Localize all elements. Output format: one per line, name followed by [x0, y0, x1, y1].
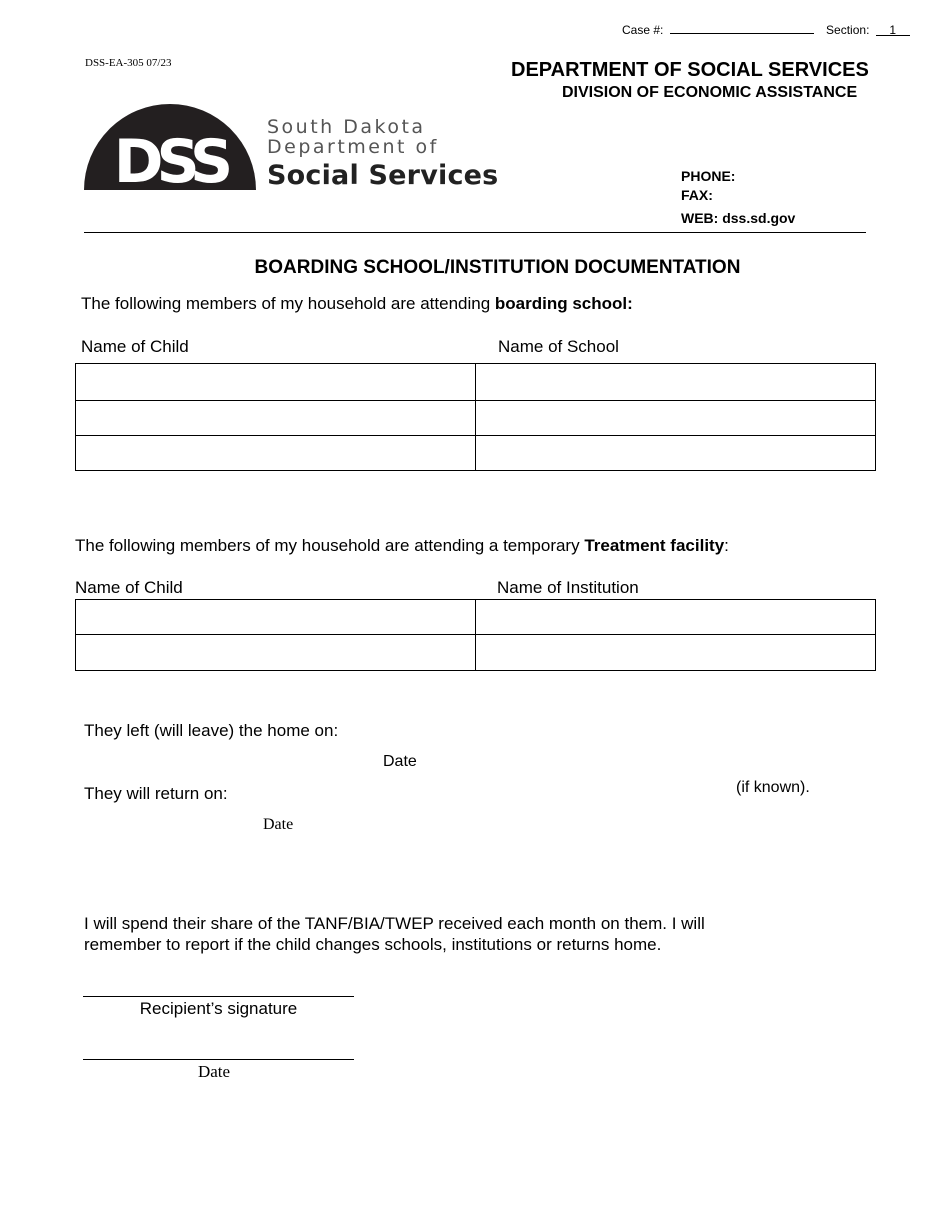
treatment-institution-cell[interactable]: [476, 600, 876, 635]
boarding-child-cell[interactable]: [76, 401, 476, 436]
return-label: They will return on:: [84, 784, 228, 803]
section-label: Section:: [826, 23, 870, 37]
phone-label: PHONE:: [681, 168, 736, 184]
boarding-intro-bold: boarding school:: [494, 294, 633, 313]
header-divider: [84, 232, 866, 233]
if-known-note: (if known).: [736, 779, 810, 796]
case-number-field[interactable]: [670, 21, 814, 34]
boarding-intro: [81, 294, 633, 314]
treatment-child-cell[interactable]: [76, 635, 476, 671]
logo-line-1: South Dakota: [267, 116, 426, 138]
section-value: 1: [889, 23, 897, 37]
case-section-line: [622, 21, 910, 37]
boarding-child-cell[interactable]: [76, 436, 476, 471]
treatment-child-cell[interactable]: [76, 600, 476, 635]
treatment-intro-bold: Treatment facility: [584, 536, 725, 555]
signature-date-line[interactable]: [83, 1059, 354, 1060]
section-field[interactable]: [876, 23, 910, 36]
return-date-caption: Date: [263, 816, 294, 833]
boarding-col-child: Name of Child: [81, 337, 189, 356]
page-title: BOARDING SCHOOL/INSTITUTION DOCUMENTATION: [254, 257, 741, 278]
treatment-col-institution: Name of Institution: [497, 578, 639, 597]
table-row: [76, 635, 876, 671]
statement: [84, 913, 705, 955]
table-row: [76, 600, 876, 635]
division-title: DIVISION OF ECONOMIC ASSISTANCE: [562, 84, 858, 101]
form-number: DSS-EA-305 07/23: [85, 57, 172, 69]
web-label: WEB: dss.sd.gov: [681, 210, 796, 226]
table-row: [76, 364, 876, 401]
boarding-table: [75, 363, 876, 471]
signature-date-caption: Date: [197, 1062, 231, 1081]
statement-line-2: remember to report if the child changes schools, institutions or returns home.: [84, 935, 662, 954]
treatment-intro-suffix: :: [724, 536, 729, 555]
statement-line-1: I will spend their share of the TANF/BIA/TWEP received each month on them. I will: [84, 914, 705, 933]
treatment-intro: [75, 536, 729, 556]
recipient-signature-line[interactable]: [83, 996, 354, 997]
table-row: [76, 436, 876, 471]
boarding-col-school: Name of School: [498, 337, 619, 356]
boarding-school-cell[interactable]: [476, 401, 876, 436]
boarding-school-cell[interactable]: [476, 436, 876, 471]
table-row: [76, 401, 876, 436]
left-date-caption: Date: [383, 753, 417, 770]
logo-initials: DSS: [113, 127, 227, 194]
treatment-col-child: Name of Child: [75, 578, 183, 597]
boarding-school-cell[interactable]: [476, 364, 876, 401]
treatment-intro-text: The following members of my household are attending a temporary: [75, 536, 585, 555]
recipient-signature-caption: Recipient’s signature: [139, 999, 298, 1018]
treatment-table: [75, 599, 876, 671]
boarding-child-cell[interactable]: [76, 364, 476, 401]
left-home-label: They left (will leave) the home on:: [84, 721, 339, 740]
department-title: DEPARTMENT OF SOCIAL SERVICES: [511, 59, 869, 81]
fax-label: FAX:: [681, 187, 713, 203]
boarding-intro-text: The following members of my household are attending: [81, 294, 495, 313]
case-label: Case #:: [622, 23, 664, 37]
logo-line-2: Department of: [267, 136, 439, 158]
logo-line-3: Social Services: [267, 160, 499, 191]
treatment-institution-cell[interactable]: [476, 635, 876, 671]
